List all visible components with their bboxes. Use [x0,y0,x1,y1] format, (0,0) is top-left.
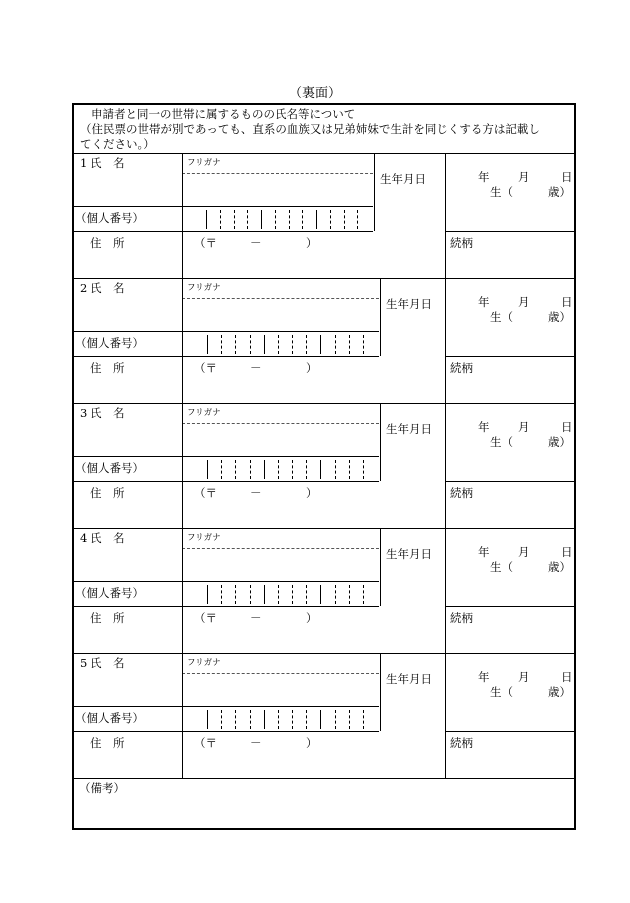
address-label: 住 所 [90,611,125,625]
furigana-label: フリガナ [187,658,221,668]
postal-open-label: （〒 [194,486,217,500]
kojin-bango-digit-box[interactable] [264,585,265,604]
birthdate-label: 生年月日 [380,172,426,186]
kojin-bango-digit-box[interactable] [335,585,336,604]
age-label: 歳） [548,685,571,699]
column-line-1 [182,278,183,403]
kojin-bango-digit-box[interactable] [235,710,236,729]
kojin-bango-digit-box[interactable] [292,460,293,479]
kojin-bango-digit-box[interactable] [206,210,207,229]
kojin-bango-digit-box[interactable] [320,710,321,729]
kojin-bango-digit-box[interactable] [363,710,364,729]
birth-month-label: 月 [518,670,530,684]
birth-day-label: 日 [561,545,573,559]
age-label: 歳） [548,185,571,199]
kojin-bango-top-line [72,456,379,457]
furigana-dashed-line [182,548,379,549]
furigana-dashed-line [182,673,379,674]
block-top-line [72,528,576,529]
kojin-bango-digit-box[interactable] [320,460,321,479]
postal-close-label: ） [306,361,318,375]
page-title: （裏面） [288,86,341,101]
kojin-bango-digit-box[interactable] [250,585,251,604]
form-frame [72,103,576,830]
name-label: 氏 名 [90,656,125,670]
furigana-dashed-line [182,423,379,424]
kojin-bango-digit-box[interactable] [316,210,317,229]
address-row-top-line-right [445,231,576,232]
birthdate-label: 生年月日 [386,672,432,686]
kojin-bango-digit-box[interactable] [250,335,251,354]
kojin-bango-digit-box[interactable] [278,710,279,729]
postal-close-label: ） [306,611,318,625]
kojin-bango-digit-box[interactable] [335,460,336,479]
furigana-dashed-line [182,298,379,299]
kojin-bango-digit-box[interactable] [320,335,321,354]
age-label: 歳） [548,560,571,574]
kojin-bango-digit-box[interactable] [306,585,307,604]
kojin-bango-digit-box[interactable] [363,335,364,354]
kojin-bango-label: （個人番号） [75,711,144,725]
column-line-3 [445,528,446,653]
kojin-bango-digit-box[interactable] [330,210,331,229]
person-number-label: 4 [80,531,88,545]
postal-open-label: （〒 [194,361,217,375]
address-row-top-line-right [445,356,576,357]
kojin-bango-digit-box[interactable] [363,585,364,604]
column-line-1 [182,153,183,278]
block-top-line [72,403,576,404]
kojin-bango-digit-box[interactable] [221,335,222,354]
kojin-bango-digit-box[interactable] [207,460,208,479]
kojin-bango-digit-box[interactable] [264,460,265,479]
person-number-label: 2 [80,281,88,295]
kojin-bango-digit-box[interactable] [221,460,222,479]
address-row-top-line-right [445,731,576,732]
kojin-bango-digit-box[interactable] [320,585,321,604]
kojin-bango-digit-box[interactable] [250,710,251,729]
postal-open-label: （〒 [194,236,217,250]
name-label: 氏 名 [90,156,125,170]
person-number-label: 1 [80,156,88,170]
born-label: 生（ [490,560,513,574]
relationship-label: 続柄 [450,611,473,625]
person-number-label: 3 [80,406,88,420]
column-line-2 [380,403,381,481]
kojin-bango-digit-box[interactable] [264,335,265,354]
column-line-2 [374,153,375,231]
column-line-3 [445,278,446,403]
birth-year-label: 年 [478,295,490,309]
born-label: 生（ [490,435,513,449]
birth-month-label: 月 [518,420,530,434]
postal-close-label: ） [306,486,318,500]
kojin-bango-digit-box[interactable] [235,335,236,354]
kojin-bango-digit-box[interactable] [261,210,262,229]
birth-day-label: 日 [561,670,573,684]
kojin-bango-digit-box[interactable] [207,585,208,604]
kojin-bango-digit-box[interactable] [234,210,235,229]
birth-year-label: 年 [478,420,490,434]
kojin-bango-label: （個人番号） [75,461,144,475]
age-label: 歳） [548,435,571,449]
kojin-bango-digit-box[interactable] [306,460,307,479]
address-row-top-line-right [445,481,576,482]
kojin-bango-label: （個人番号） [75,586,144,600]
born-label: 生（ [490,310,513,324]
birth-year-label: 年 [478,545,490,559]
postal-open-label: （〒 [194,611,217,625]
address-row-top-line-left [72,231,373,232]
kojin-bango-digit-box[interactable] [220,210,221,229]
birth-day-label: 日 [561,170,573,184]
born-label: 生（ [490,685,513,699]
kojin-bango-digit-box[interactable] [349,335,350,354]
kojin-bango-digit-box[interactable] [278,335,279,354]
kojin-bango-digit-box[interactable] [306,710,307,729]
intro-line-1: 申請者と同一の世帯に属するものの氏名等について [91,107,356,121]
birth-month-label: 月 [518,295,530,309]
column-line-1 [182,653,183,778]
address-label: 住 所 [90,236,125,250]
block-top-line [72,153,576,154]
kojin-bango-digit-box[interactable] [221,710,222,729]
postal-dash-label: － [250,736,262,750]
kojin-bango-top-line [72,581,379,582]
kojin-bango-digit-box[interactable] [349,710,350,729]
kojin-bango-digit-box[interactable] [207,710,208,729]
column-line-3 [445,403,446,528]
birth-year-label: 年 [478,670,490,684]
block-top-line [72,278,576,279]
relationship-label: 続柄 [450,486,473,500]
address-label: 住 所 [90,736,125,750]
remarks-divider [72,778,576,779]
kojin-bango-top-line [72,331,379,332]
birthdate-label: 生年月日 [386,297,432,311]
block-top-line [72,653,576,654]
kojin-bango-digit-box[interactable] [349,585,350,604]
intro-line-2: （住民票の世帯が別であっても、直系の血族又は兄弟姉妹で生計を同じくする方は記載し [80,122,540,136]
kojin-bango-digit-box[interactable] [264,710,265,729]
address-label: 住 所 [90,361,125,375]
kojin-bango-digit-box[interactable] [335,710,336,729]
kojin-bango-digit-box[interactable] [363,460,364,479]
birth-month-label: 月 [518,545,530,559]
furigana-label: フリガナ [187,158,221,168]
column-line-2 [380,278,381,356]
kojin-bango-digit-box[interactable] [292,710,293,729]
postal-dash-label: － [250,361,262,375]
kojin-bango-digit-box[interactable] [349,460,350,479]
remarks-label: （備考） [79,781,125,795]
kojin-bango-digit-box[interactable] [235,460,236,479]
relationship-label: 続柄 [450,361,473,375]
postal-dash-label: － [250,236,262,250]
postal-dash-label: － [250,611,262,625]
kojin-bango-digit-box[interactable] [207,335,208,354]
postal-close-label: ） [306,736,318,750]
relationship-label: 続柄 [450,236,473,250]
kojin-bango-digit-box[interactable] [357,210,358,229]
birthdate-label: 生年月日 [386,422,432,436]
postal-dash-label: － [250,486,262,500]
kojin-bango-digit-box[interactable] [278,585,279,604]
age-label: 歳） [548,310,571,324]
postal-close-label: ） [306,236,318,250]
birth-month-label: 月 [518,170,530,184]
intro-text [80,107,575,152]
furigana-label: フリガナ [187,283,221,293]
address-row-top-line-left [72,731,379,732]
kojin-bango-top-line [72,206,373,207]
furigana-label: フリガナ [187,408,221,418]
address-row-top-line-left [72,481,379,482]
column-line-3 [445,153,446,278]
kojin-bango-digit-box[interactable] [292,585,293,604]
kojin-bango-digit-box[interactable] [250,460,251,479]
column-line-2 [380,528,381,606]
kojin-bango-digit-box[interactable] [292,335,293,354]
birth-day-label: 日 [561,295,573,309]
name-label: 氏 名 [90,531,125,545]
column-line-1 [182,403,183,528]
kojin-bango-top-line [72,706,379,707]
kojin-bango-digit-box[interactable] [335,335,336,354]
kojin-bango-digit-box[interactable] [306,335,307,354]
relationship-label: 続柄 [450,736,473,750]
column-line-2 [380,653,381,731]
kojin-bango-label: （個人番号） [75,336,144,350]
kojin-bango-label: （個人番号） [75,211,144,225]
column-line-3 [445,653,446,778]
birth-day-label: 日 [561,420,573,434]
address-label: 住 所 [90,486,125,500]
kojin-bango-digit-box[interactable] [221,585,222,604]
column-line-1 [182,528,183,653]
kojin-bango-digit-box[interactable] [344,210,345,229]
kojin-bango-digit-box[interactable] [247,210,248,229]
person-number-label: 5 [80,656,88,670]
name-label: 氏 名 [90,406,125,420]
furigana-dashed-line [182,173,373,174]
address-row-top-line-left [72,606,379,607]
kojin-bango-digit-box[interactable] [289,210,290,229]
kojin-bango-digit-box[interactable] [235,585,236,604]
furigana-label: フリガナ [187,533,221,543]
kojin-bango-digit-box[interactable] [275,210,276,229]
address-row-top-line-left [72,356,379,357]
born-label: 生（ [490,185,513,199]
birth-year-label: 年 [478,170,490,184]
kojin-bango-digit-box[interactable] [278,460,279,479]
birthdate-label: 生年月日 [386,547,432,561]
postal-open-label: （〒 [194,736,217,750]
address-row-top-line-right [445,606,576,607]
name-label: 氏 名 [90,281,125,295]
intro-line-3: てください。） [80,137,155,151]
kojin-bango-digit-box[interactable] [302,210,303,229]
